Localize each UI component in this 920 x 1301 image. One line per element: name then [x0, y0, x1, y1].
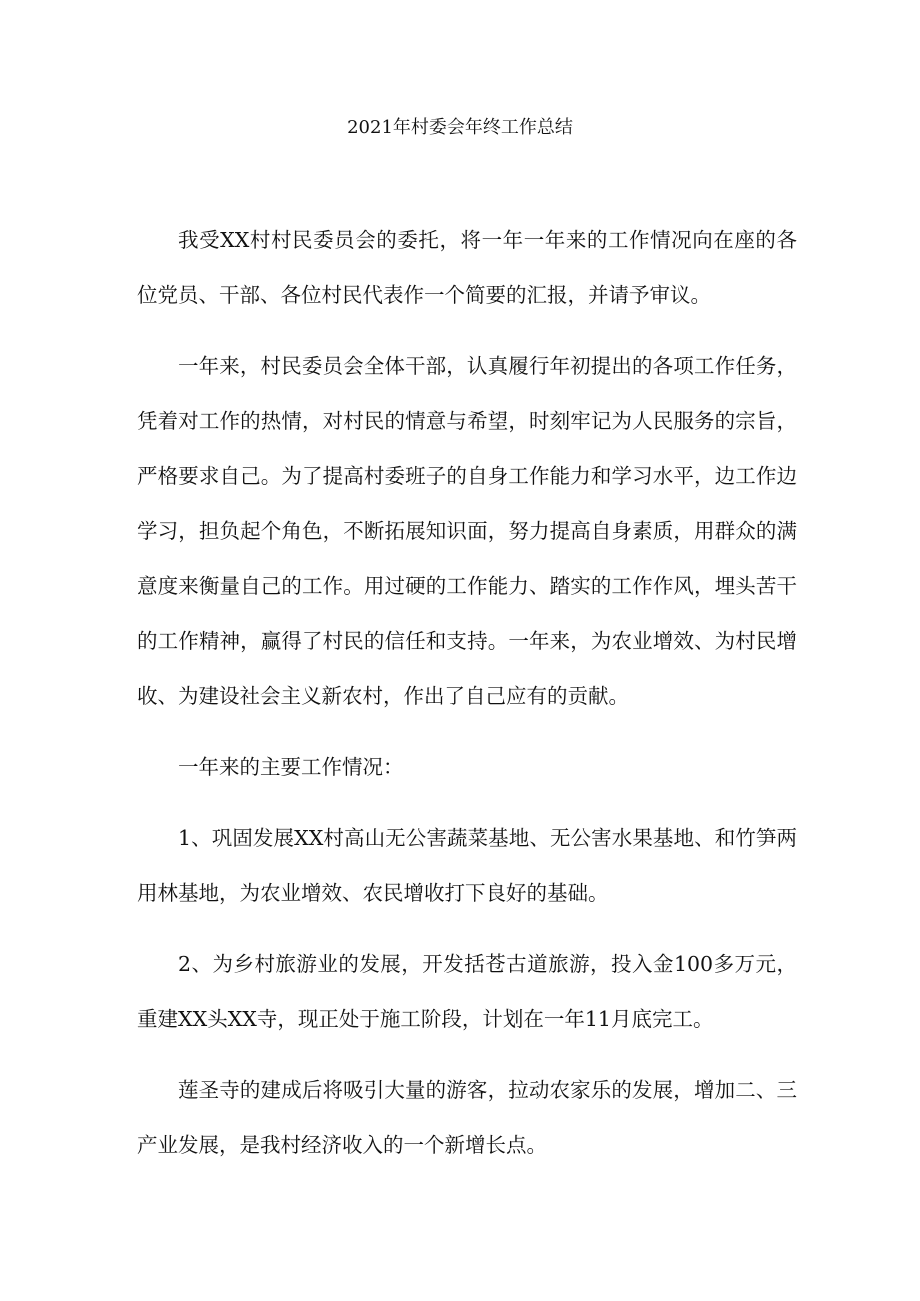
paragraph-item-2: 2、为乡村旅游业的发展，开发括苍古道旅游，投入金100多万元，重建XX头XX寺，现正处于施工阶段，计划在一年11月底完工。	[137, 952, 797, 1031]
paragraph-item-1: 1、巩固发展XX村高山无公害蔬菜基地、无公害水果基地、和竹笋两用林基地，为农业增效、农民增收打下良好的基础。	[137, 826, 797, 905]
paragraph-temple: 莲圣寺的建成后将吸引大量的游客，拉动农家乐的发展，增加二、三产业发展，是我村经济收入的一个新增长点。	[137, 1078, 797, 1157]
document-title: 2021年村委会年终工作总结	[347, 117, 573, 138]
document-body	[137, 213, 797, 1189]
paragraph-intro: 我受XX村村民委员会的委托，将一年一年来的工作情况向在座的各位党员、干部、各位村民代表作一个简要的汇报，并请予审议。	[137, 228, 797, 307]
paragraph-main-work-heading: 一年来的主要工作情况：	[178, 755, 404, 779]
paragraph-overview: 一年来，村民委员会全体干部，认真履行年初提出的各项工作任务，凭着对工作的热情，对村民的情意与希望，时刻牢记为人民服务的宗旨，严格要求自己。为了提高村委班子的自身工作能力和学习水平，边工作边学习，担负起个角色，不断拓展知识面，努力提高自身素质，用群众的满意度来衡量自己的工作。用过硬的工作能力、踏实的工作作风，埋头苦干的工作精神，赢得了村民的信任和支持。一年来，为农业增效、为村民增收、为建设社会主义新农村，作出了自己应有的贡献。	[137, 354, 797, 708]
